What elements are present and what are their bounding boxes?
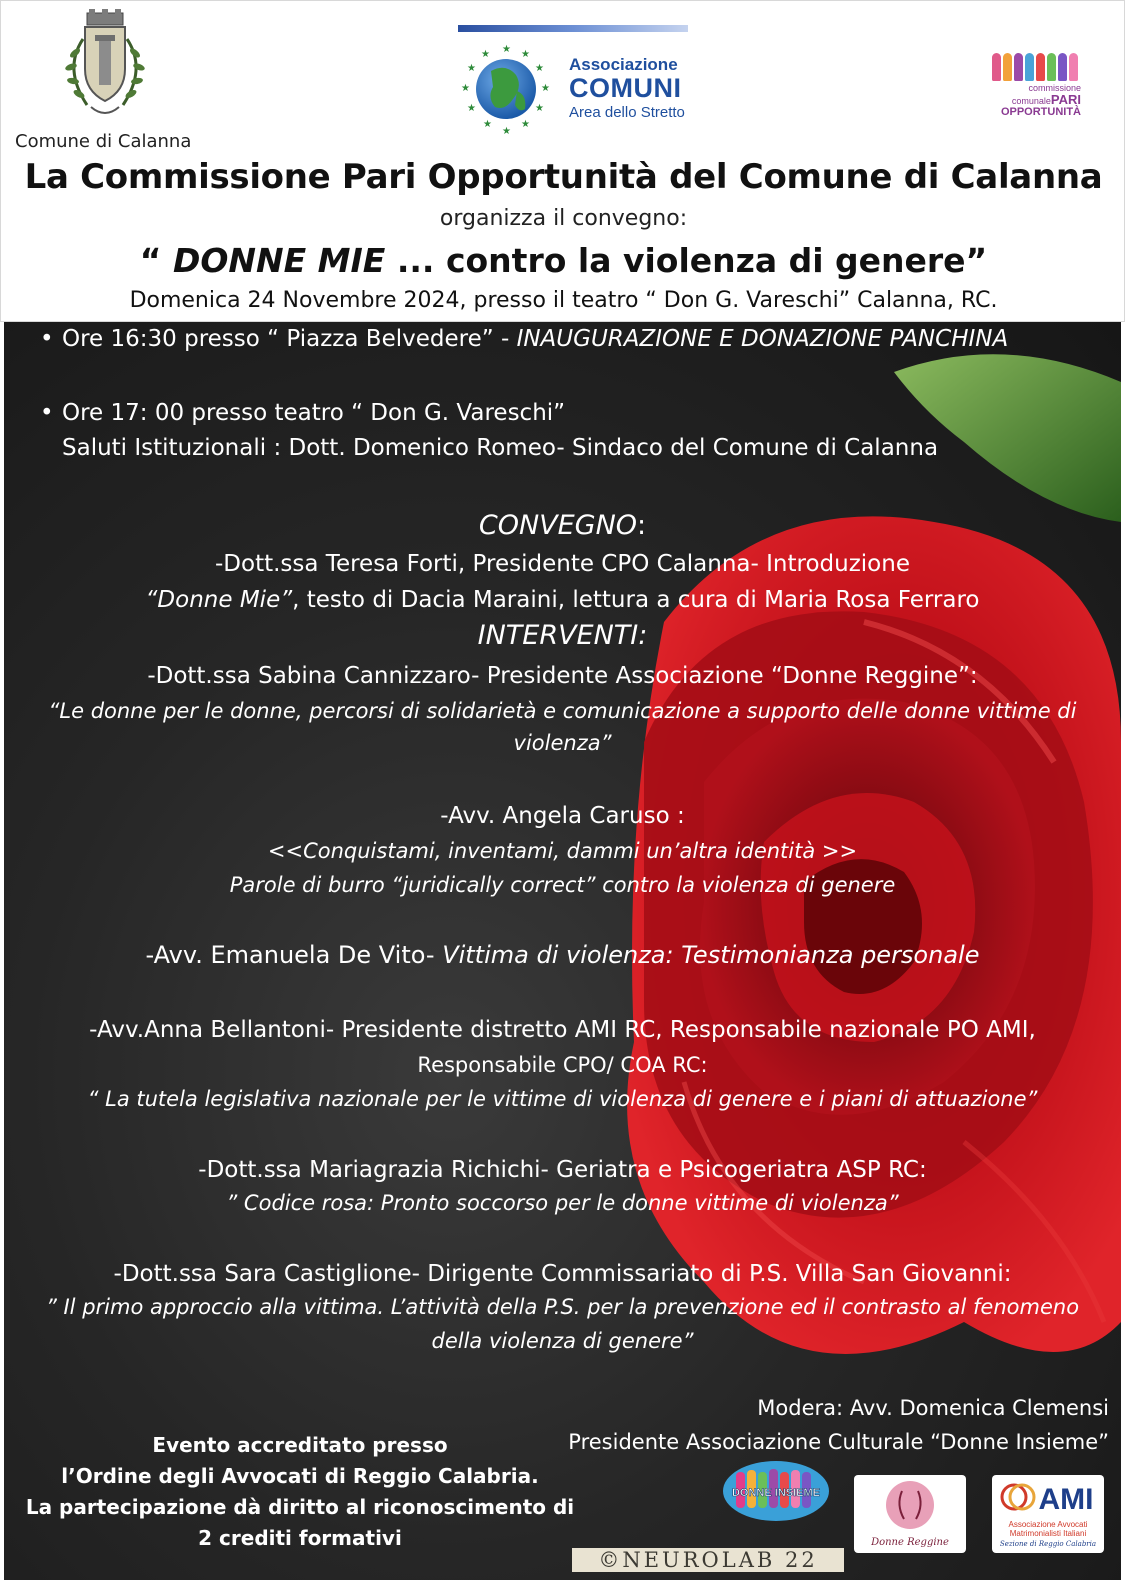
calanna-crest-icon <box>57 9 153 121</box>
introduction-line: -Dott.ssa Teresa Forti, Presidente CPO Calanna- Introduzione <box>215 551 910 577</box>
speaker-3-title: Vittima di violenza: Testimonianza personale <box>442 941 980 969</box>
svg-text:★: ★ <box>461 83 470 94</box>
assoc-top-bar <box>458 25 688 32</box>
main-title: La Commissione Pari Opportunità del Comune di Calanna <box>24 157 1103 197</box>
subtitle: organizza il convegno: <box>439 206 688 231</box>
greetings: Saluti Istituzionali : Dott. Domenico Romeo- Sindaco del Comune di Calanna <box>62 435 939 461</box>
cpo-line1: commissione <box>1028 83 1081 93</box>
date-line: Domenica 24 Novembre 2024, presso il teatro “ Don G. Vareschi” Calanna, RC. <box>129 288 998 313</box>
speaker-5-name: -Dott.ssa Mariagrazia Richichi- Geriatra e Psicogeriatra ASP RC: <box>198 1157 927 1183</box>
crest-label: Comune di Calanna <box>15 131 192 152</box>
ami-logo <box>992 1475 1104 1553</box>
svg-text:★: ★ <box>467 63 476 74</box>
speaker-5-title: ” Codice rosa: Pronto soccorso per le donne vittime di violenza” <box>226 1191 899 1215</box>
convegno-heading <box>4 506 1121 545</box>
ami-text: AMI <box>1038 1483 1094 1516</box>
reading-italic: “Donne Mie” <box>145 587 293 613</box>
event-title-italic: DONNE MIE <box>172 241 386 280</box>
bullet1-plain: Ore 16:30 presso “ Piazza Belvedere” - <box>62 326 517 352</box>
moderator-block <box>568 1392 1109 1459</box>
speaker-3-line <box>4 938 1121 973</box>
accreditation-block <box>20 1430 580 1554</box>
reading-rest: , testo di Dacia Maraini, lettura a cura di Maria Rosa Ferraro <box>292 587 980 613</box>
speaker-2-name: -Avv. Angela Caruso : <box>440 803 685 829</box>
speaker-6-title-2: della violenza di genere” <box>431 1329 694 1353</box>
event-title <box>1 241 1125 280</box>
speaker-2-title-2: Parole di burro “juridically correct” contro la violenza di genere <box>229 873 896 897</box>
svg-text:★: ★ <box>541 83 550 94</box>
ami-sub2: Matrimonialisti Italiani <box>1009 1529 1087 1538</box>
bullet2-text: • Ore 17: 00 presso teatro “ Don G. Vareschi” <box>62 400 566 426</box>
ami-sub3: Sezione di Reggio Calabria <box>999 1540 1097 1548</box>
cpo-line2: comunale <box>1011 96 1051 107</box>
ami-sub1: Associazione Avvocati <box>1008 1520 1088 1529</box>
svg-text:★: ★ <box>535 103 544 114</box>
program-bullet-1 <box>40 326 1100 352</box>
cpo-word: PARI <box>1050 92 1081 108</box>
donne-insieme-text: DONNE INSIEME <box>731 1487 821 1499</box>
svg-text:★: ★ <box>521 49 530 60</box>
assoc-line2: COMUNI <box>569 73 682 103</box>
interventi-heading: INTERVENTI: <box>477 620 648 651</box>
convegno-colon: : <box>637 510 647 541</box>
accredit-line4: 2 crediti formativi <box>198 1526 402 1550</box>
svg-text:★: ★ <box>483 119 492 130</box>
accredit-line2: l’Ordine degli Avvocati di Reggio Calabria. <box>61 1464 539 1488</box>
assoc-line3: Area dello Stretto <box>569 104 685 121</box>
moderator-line2: Presidente Associazione Culturale “Donne Insieme” <box>568 1429 1109 1454</box>
svg-text:★: ★ <box>502 126 511 137</box>
program-section <box>4 322 1121 1580</box>
svg-text:★: ★ <box>535 63 544 74</box>
speaker-6-title-1: ” Il primo approccio alla vittima. L’attività della P.S. per la prevenzione ed il contrasto al fenomeno <box>45 1295 1080 1319</box>
donne-insieme-logo <box>722 1460 830 1522</box>
donne-reggine-logo <box>854 1475 966 1553</box>
svg-text:★: ★ <box>467 103 476 114</box>
event-open-quote: “ <box>139 241 162 280</box>
globe-stars-icon <box>461 41 551 137</box>
program-bullet-2 <box>40 400 1100 426</box>
cpo-line3: OPPORTUNITÀ <box>1000 106 1081 119</box>
reading-line <box>4 584 1121 617</box>
donne-reggine-text: Donne Reggine <box>871 1537 949 1548</box>
bullet1-italic: INAUGURAZIONE E DONAZIONE PANCHINA <box>516 326 1009 352</box>
cpo-logo <box>989 53 1081 119</box>
donne-reggine-icon <box>854 1475 966 1553</box>
neurolab-watermark: ©NEUROLAB 22 <box>572 1548 844 1572</box>
cpo-figures-icon <box>989 53 1081 81</box>
svg-text:★: ★ <box>521 119 530 130</box>
speaker-2-title-1: <<Conquistami, inventami, dammi un’altra identità >> <box>267 839 858 863</box>
speaker-4-title: “ La tutela legislativa nazionale per le vittime di violenza di genere e i piani di attuazione” <box>87 1087 1038 1111</box>
speaker-3-name: -Avv. Emanuela De Vito- <box>145 941 443 969</box>
speaker-4-name: -Avv.Anna Bellantoni- Presidente distretto AMI RC, Responsabile nazionale PO AMI, <box>89 1017 1036 1043</box>
assoc-line1: Associazione <box>569 55 678 74</box>
speaker-1-title-2: violenza” <box>513 731 612 755</box>
accredit-line1: Evento accreditato presso <box>152 1433 448 1457</box>
speaker-6-name: -Dott.ssa Sara Castiglione- Dirigente Commissariato di P.S. Villa San Giovanni: <box>113 1261 1012 1287</box>
poster-header <box>0 0 1125 322</box>
donne-insieme-icon <box>722 1460 830 1522</box>
svg-text:★: ★ <box>481 49 490 60</box>
speaker-1-name: -Dott.ssa Sabina Cannizzaro- Presidente Associazione “Donne Reggine”: <box>147 663 978 689</box>
svg-text:★: ★ <box>502 44 511 55</box>
cpo-text <box>989 84 1081 119</box>
assoc-comuni-wordmark <box>569 56 685 120</box>
ami-icon <box>992 1475 1104 1553</box>
moderator-line1: Modera: Avv. Domenica Clemensi <box>757 1396 1109 1420</box>
speaker-1-title-1: “Le donne per le donne, percorsi di solidarietà e comunicazione a supporto delle donne vittime di <box>48 699 1077 723</box>
convegno-label: CONVEGNO <box>478 510 638 541</box>
accredit-line3: La partecipazione dà diritto al riconoscimento di <box>25 1495 575 1519</box>
event-title-rest: ... contro la violenza di genere” <box>396 241 988 280</box>
speaker-4-role: Responsabile CPO/ COA RC: <box>417 1053 708 1077</box>
